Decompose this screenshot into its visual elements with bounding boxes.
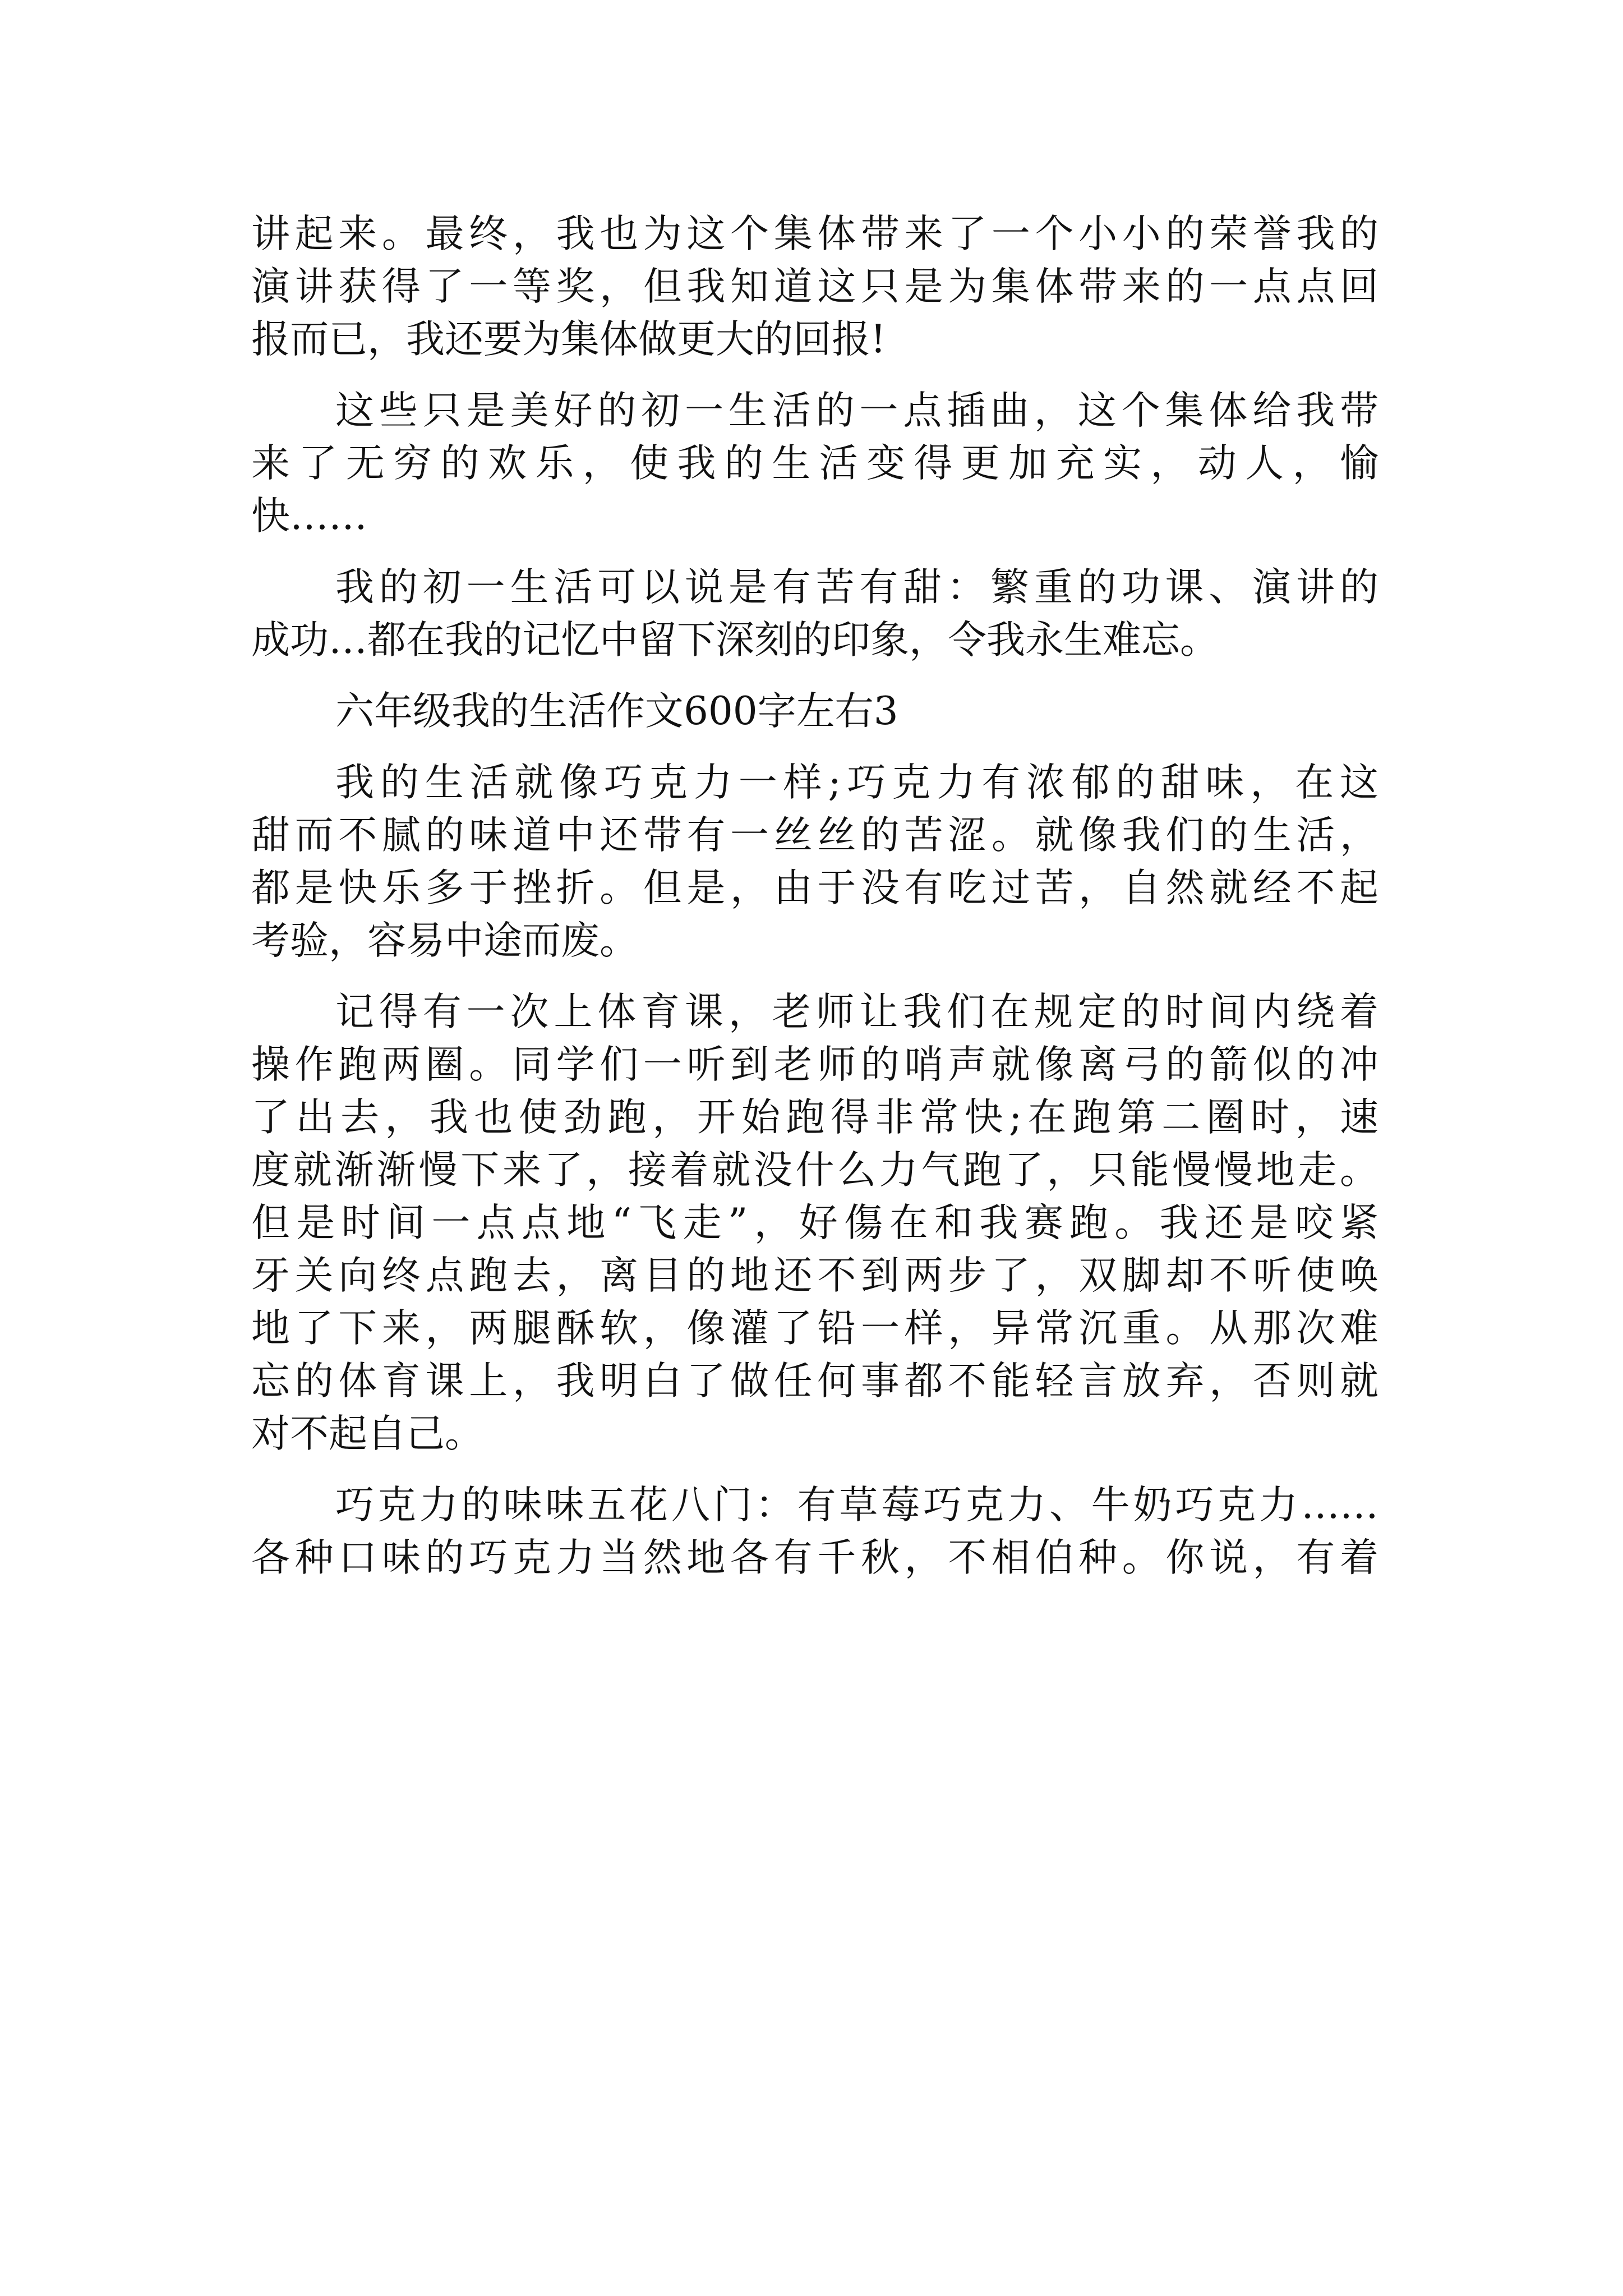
text-line: 讲起来。最终，我也为这个集体带来了一个小小的荣誉我的 [251, 211, 1378, 256]
text-line: 地了下来，两腿酥软，像灌了铅一样，异常沉重。从那次难 [251, 1306, 1378, 1351]
text-line: 考验，容易中途而废。 [251, 918, 638, 963]
text-line: 演讲获得了一等奖，但我知道这只是为集体带来的一点点回 [251, 264, 1378, 309]
paragraph-5 [251, 986, 1378, 1460]
text-line: 各种口味的巧克力当然地各有千秋，不相伯种。你说，有着 [251, 1535, 1378, 1580]
text-line: 这些只是美好的初一生活的一点插曲，这个集体给我带 [335, 388, 1378, 433]
text-line: 操作跑两圈。同学们一听到老师的哨声就像离弓的箭似的冲 [251, 1042, 1378, 1087]
text-line: 记得有一次上体育课，老师让我们在规定的时间内绕着 [335, 990, 1378, 1034]
text-line: 来了无穷的欢乐，使我的生活变得更加充实，动人，愉 [251, 441, 1378, 486]
text-line: 都是快乐多于挫折。但是，由于没有吃过苦，自然就经不起 [251, 866, 1378, 910]
text-line: 报而已，我还要为集体做更大的回报! [251, 317, 886, 362]
document-page [251, 208, 1378, 1603]
text-line: 对不起自己。 [251, 1411, 483, 1456]
paragraph-2 [251, 384, 1378, 542]
paragraph-4 [251, 756, 1378, 967]
text-line: 甜而不腻的味道中还带有一丝丝的苦涩。就像我们的生活， [251, 813, 1378, 858]
text-line: 成功…都在我的记忆中留下深刻的印象，令我永生难忘。 [251, 618, 1219, 662]
text-line: 我的初一生活可以说是有苦有甜：繁重的功课、演讲的 [335, 565, 1378, 610]
paragraph-1 [251, 208, 1378, 366]
text-line: 快…… [251, 494, 367, 539]
text-line: 我的生活就像巧克力一样;巧克力有浓郁的甜味，在这 [335, 760, 1378, 805]
paragraph-6 [251, 1479, 1378, 1584]
section-heading [251, 685, 1378, 738]
text-line: 但是时间一点点地“飞走”，好傷在和我赛跑。我还是咬紧 [251, 1200, 1378, 1245]
text-line: 牙关向终点跑去，离目的地还不到两步了，双脚却不听使唤 [251, 1253, 1378, 1298]
text-line: 巧克力的味味五花八门：有草莓巧克力、牛奶巧克力…… [335, 1483, 1378, 1527]
text-line: 度就渐渐慢下来了，接着就没什么力气跑了，只能慢慢地走。 [251, 1148, 1378, 1193]
text-line: 了出去，我也使劲跑，开始跑得非常快;在跑第二圈时，速 [251, 1095, 1378, 1140]
text-line: 忘的体育课上，我明白了做任何事都不能轻言放弃，否则就 [251, 1359, 1378, 1404]
paragraph-3 [251, 561, 1378, 666]
heading-text: 六年级我的生活作文600字左右3 [335, 689, 898, 734]
